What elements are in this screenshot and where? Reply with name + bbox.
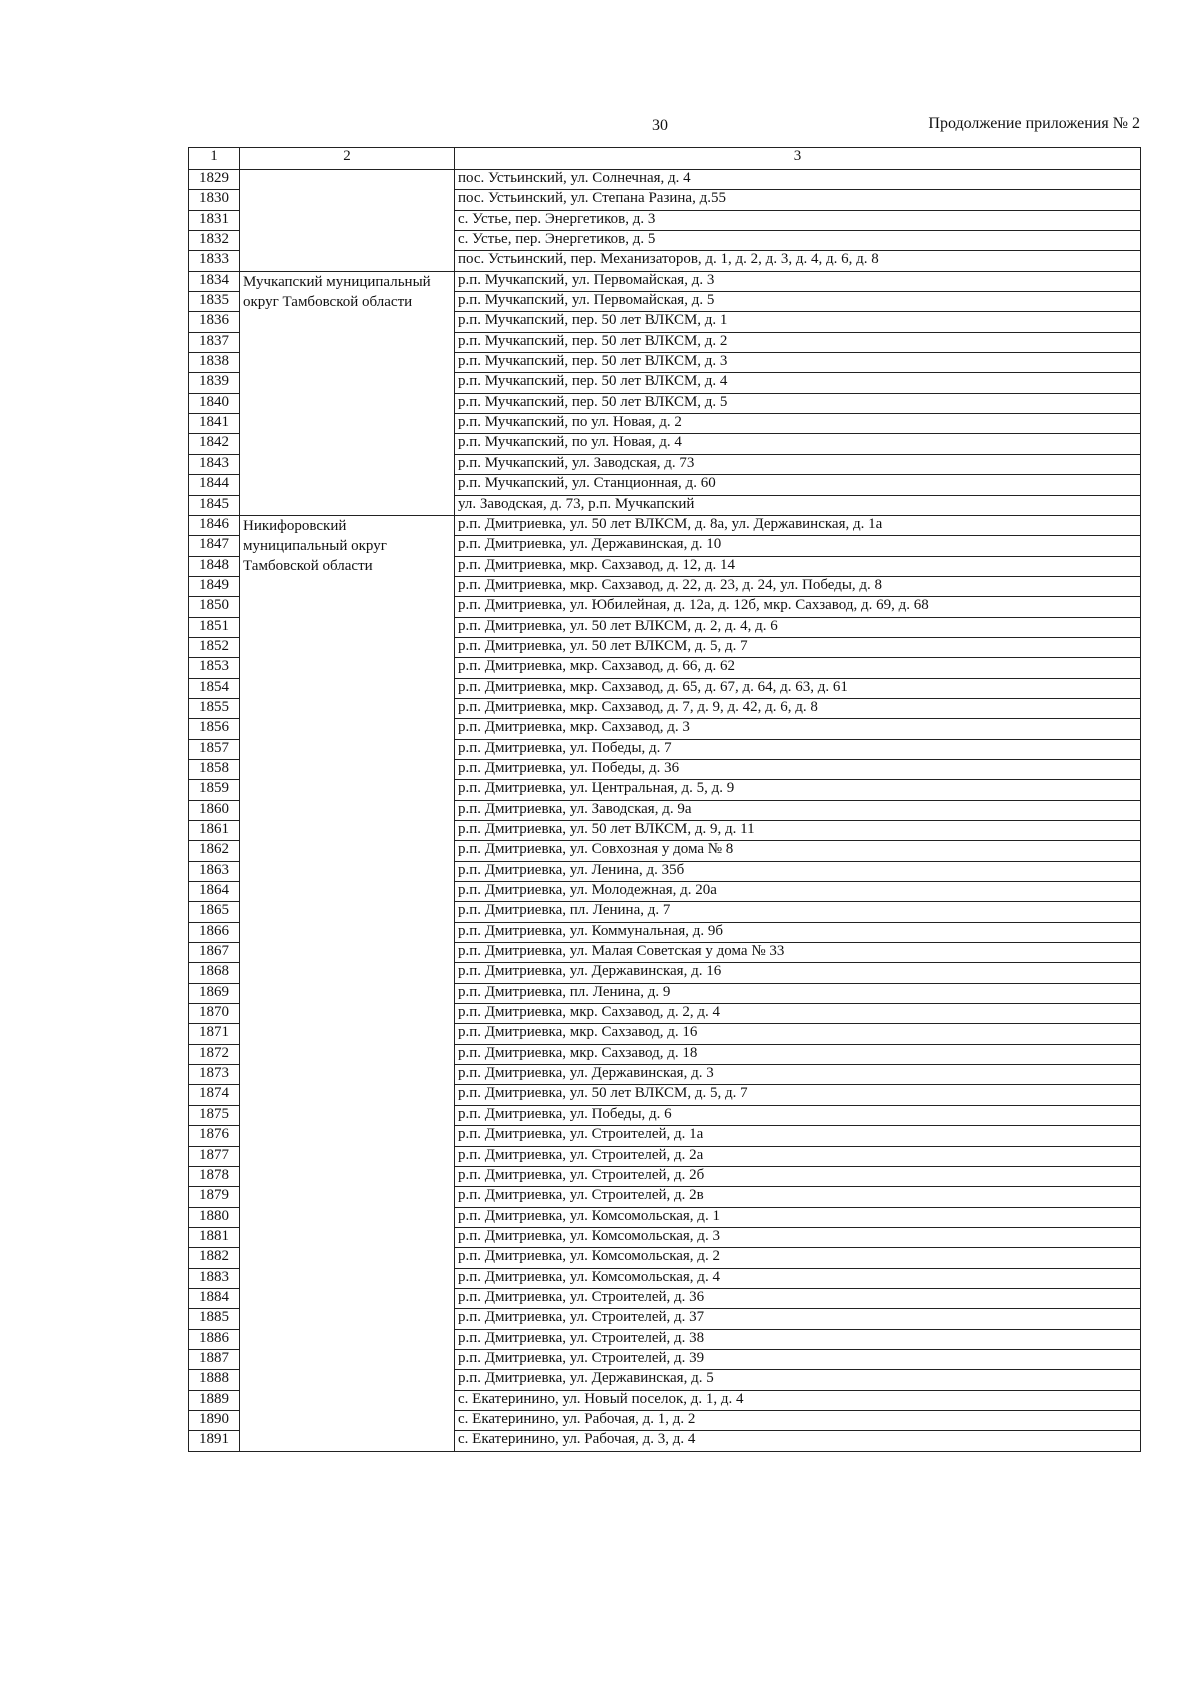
address-cell: р.п. Дмитриевка, ул. 50 лет ВЛКСМ, д. 5, д. 7 [455,637,1141,657]
address-cell: р.п. Дмитриевка, ул. Малая Советская у дома № 33 [455,943,1141,963]
row-number: 1882 [189,1248,240,1268]
address-cell: р.п. Дмитриевка, ул. Строителей, д. 1а [455,1126,1141,1146]
row-number: 1863 [189,861,240,881]
address-cell: р.п. Дмитриевка, ул. Строителей, д. 36 [455,1288,1141,1308]
row-number: 1836 [189,312,240,332]
address-cell: р.п. Мучкапский, ул. Первомайская, д. 3 [455,271,1141,291]
row-number: 1849 [189,576,240,596]
municipality-cell: Мучкапский муниципальный округ Тамбовской области [240,271,455,515]
table-body [189,170,1141,1452]
row-number: 1875 [189,1105,240,1125]
row-number: 1868 [189,963,240,983]
row-number: 1859 [189,780,240,800]
address-cell: р.п. Дмитриевка, мкр. Сахзавод, д. 66, д. 62 [455,658,1141,678]
address-cell: р.п. Дмитриевка, мкр. Сахзавод, д. 18 [455,1044,1141,1064]
address-cell: р.п. Мучкапский, пер. 50 лет ВЛКСМ, д. 3 [455,353,1141,373]
row-number: 1853 [189,658,240,678]
address-cell: р.п. Дмитриевка, ул. Строителей, д. 37 [455,1309,1141,1329]
row-number: 1862 [189,841,240,861]
address-cell: р.п. Дмитриевка, ул. 50 лет ВЛКСМ, д. 9, д. 11 [455,821,1141,841]
municipality-cell [240,170,455,272]
row-number: 1879 [189,1187,240,1207]
column-header-1: 1 [189,148,240,170]
row-number: 1881 [189,1227,240,1247]
address-cell: р.п. Дмитриевка, мкр. Сахзавод, д. 2, д. 4 [455,1004,1141,1024]
row-number: 1876 [189,1126,240,1146]
row-number: 1841 [189,414,240,434]
address-cell: пос. Устьинский, ул. Солнечная, д. 4 [455,170,1141,190]
address-cell: р.п. Мучкапский, по ул. Новая, д. 4 [455,434,1141,454]
row-number: 1831 [189,210,240,230]
row-number: 1838 [189,353,240,373]
address-cell: р.п. Дмитриевка, ул. Совхозная у дома № 8 [455,841,1141,861]
address-table [188,147,1141,1452]
address-cell: р.п. Дмитриевка, ул. Юбилейная, д. 12а, д. 12б, мкр. Сахзавод, д. 69, д. 68 [455,597,1141,617]
row-number: 1873 [189,1065,240,1085]
address-cell: р.п. Дмитриевка, ул. 50 лет ВЛКСМ, д. 5, д. 7 [455,1085,1141,1105]
row-number: 1844 [189,475,240,495]
address-cell: р.п. Дмитриевка, пл. Ленина, д. 7 [455,902,1141,922]
row-number: 1847 [189,536,240,556]
address-cell: р.п. Дмитриевка, ул. Комсомольская, д. 2 [455,1248,1141,1268]
row-number: 1886 [189,1329,240,1349]
row-number: 1834 [189,271,240,291]
row-number: 1854 [189,678,240,698]
row-number: 1871 [189,1024,240,1044]
address-cell: р.п. Дмитриевка, мкр. Сахзавод, д. 22, д. 23, д. 24, ул. Победы, д. 8 [455,576,1141,596]
row-number: 1833 [189,251,240,271]
column-header-2: 2 [240,148,455,170]
address-cell: р.п. Дмитриевка, ул. Державинская, д. 3 [455,1065,1141,1085]
row-number: 1888 [189,1370,240,1390]
row-number: 1840 [189,393,240,413]
row-number: 1852 [189,637,240,657]
row-number: 1860 [189,800,240,820]
row-number: 1842 [189,434,240,454]
address-cell: с. Устье, пер. Энергетиков, д. 5 [455,231,1141,251]
address-cell: р.п. Дмитриевка, мкр. Сахзавод, д. 16 [455,1024,1141,1044]
address-cell: р.п. Дмитриевка, ул. Комсомольская, д. 1 [455,1207,1141,1227]
address-cell: р.п. Дмитриевка, ул. Державинская, д. 5 [455,1370,1141,1390]
address-cell: р.п. Дмитриевка, ул. Строителей, д. 39 [455,1349,1141,1369]
row-number: 1843 [189,454,240,474]
row-number: 1861 [189,821,240,841]
address-cell: пос. Устьинский, пер. Механизаторов, д. 1, д. 2, д. 3, д. 4, д. 6, д. 8 [455,251,1141,271]
row-number: 1865 [189,902,240,922]
row-number: 1869 [189,983,240,1003]
address-cell: р.п. Дмитриевка, ул. Комсомольская, д. 4 [455,1268,1141,1288]
address-cell: с. Екатеринино, ул. Рабочая, д. 1, д. 2 [455,1410,1141,1430]
page-number: 30 [652,117,668,134]
row-number: 1872 [189,1044,240,1064]
address-cell: р.п. Дмитриевка, ул. Победы, д. 36 [455,759,1141,779]
address-cell: р.п. Дмитриевка, ул. Заводская, д. 9а [455,800,1141,820]
table-row [189,515,1141,535]
address-cell: р.п. Дмитриевка, мкр. Сахзавод, д. 65, д. 67, д. 64, д. 63, д. 61 [455,678,1141,698]
table-header-row [189,148,1141,170]
row-number: 1857 [189,739,240,759]
address-cell: р.п. Дмитриевка, мкр. Сахзавод, д. 12, д. 14 [455,556,1141,576]
address-cell: р.п. Дмитриевка, ул. Строителей, д. 38 [455,1329,1141,1349]
row-number: 1850 [189,597,240,617]
row-number: 1867 [189,943,240,963]
table-row [189,170,1141,190]
address-cell: р.п. Дмитриевка, ул. Центральная, д. 5, д. 9 [455,780,1141,800]
row-number: 1870 [189,1004,240,1024]
address-cell: р.п. Дмитриевка, ул. Державинская, д. 10 [455,536,1141,556]
address-cell: р.п. Мучкапский, пер. 50 лет ВЛКСМ, д. 4 [455,373,1141,393]
row-number: 1848 [189,556,240,576]
address-cell: р.п. Мучкапский, ул. Заводская, д. 73 [455,454,1141,474]
row-number: 1851 [189,617,240,637]
address-cell: р.п. Дмитриевка, ул. Победы, д. 6 [455,1105,1141,1125]
appendix-continuation-note: Продолжение приложения № 2 [928,115,1140,132]
row-number: 1832 [189,231,240,251]
address-cell: с. Устье, пер. Энергетиков, д. 3 [455,210,1141,230]
address-cell: р.п. Дмитриевка, ул. Победы, д. 7 [455,739,1141,759]
row-number: 1855 [189,698,240,718]
row-number: 1874 [189,1085,240,1105]
address-cell: пос. Устьинский, ул. Степана Разина, д.55 [455,190,1141,210]
row-number: 1837 [189,332,240,352]
address-cell: р.п. Мучкапский, по ул. Новая, д. 2 [455,414,1141,434]
row-number: 1880 [189,1207,240,1227]
address-cell: р.п. Дмитриевка, ул. Строителей, д. 2в [455,1187,1141,1207]
address-cell: р.п. Дмитриевка, ул. Коммунальная, д. 9б [455,922,1141,942]
address-cell: р.п. Мучкапский, пер. 50 лет ВЛКСМ, д. 5 [455,393,1141,413]
row-number: 1856 [189,719,240,739]
address-cell: р.п. Дмитриевка, ул. Строителей, д. 2а [455,1146,1141,1166]
row-number: 1883 [189,1268,240,1288]
row-number: 1866 [189,922,240,942]
row-number: 1830 [189,190,240,210]
address-cell: р.п. Дмитриевка, мкр. Сахзавод, д. 3 [455,719,1141,739]
row-number: 1887 [189,1349,240,1369]
table-row [189,271,1141,291]
row-number: 1829 [189,170,240,190]
address-cell: р.п. Дмитриевка, ул. Строителей, д. 2б [455,1166,1141,1186]
row-number: 1846 [189,515,240,535]
address-cell: р.п. Дмитриевка, ул. Молодежная, д. 20а [455,882,1141,902]
address-cell: р.п. Дмитриевка, мкр. Сахзавод, д. 7, д. 9, д. 42, д. 6, д. 8 [455,698,1141,718]
row-number: 1889 [189,1390,240,1410]
row-number: 1891 [189,1431,240,1451]
address-cell: с. Екатеринино, ул. Рабочая, д. 3, д. 4 [455,1431,1141,1451]
address-cell: р.п. Дмитриевка, пл. Ленина, д. 9 [455,983,1141,1003]
row-number: 1884 [189,1288,240,1308]
row-number: 1839 [189,373,240,393]
row-number: 1877 [189,1146,240,1166]
row-number: 1864 [189,882,240,902]
row-number: 1890 [189,1410,240,1430]
row-number: 1858 [189,759,240,779]
address-cell: р.п. Дмитриевка, ул. Ленина, д. 35б [455,861,1141,881]
address-cell: р.п. Дмитриевка, ул. 50 лет ВЛКСМ, д. 8а, ул. Державинская, д. 1а [455,515,1141,535]
column-header-3: 3 [455,148,1141,170]
address-cell: р.п. Дмитриевка, ул. Комсомольская, д. 3 [455,1227,1141,1247]
municipality-cell: Никифоровский муниципальный округ Тамбовской области [240,515,455,1451]
address-cell: р.п. Мучкапский, ул. Первомайская, д. 5 [455,292,1141,312]
address-cell: р.п. Мучкапский, ул. Станционная, д. 60 [455,475,1141,495]
address-cell: р.п. Дмитриевка, ул. 50 лет ВЛКСМ, д. 2, д. 4, д. 6 [455,617,1141,637]
row-number: 1878 [189,1166,240,1186]
address-cell: р.п. Дмитриевка, ул. Державинская, д. 16 [455,963,1141,983]
row-number: 1845 [189,495,240,515]
row-number: 1835 [189,292,240,312]
address-cell: ул. Заводская, д. 73, р.п. Мучкапский [455,495,1141,515]
address-cell: р.п. Мучкапский, пер. 50 лет ВЛКСМ, д. 1 [455,312,1141,332]
address-cell: с. Екатеринино, ул. Новый поселок, д. 1, д. 4 [455,1390,1141,1410]
address-cell: р.п. Мучкапский, пер. 50 лет ВЛКСМ, д. 2 [455,332,1141,352]
row-number: 1885 [189,1309,240,1329]
